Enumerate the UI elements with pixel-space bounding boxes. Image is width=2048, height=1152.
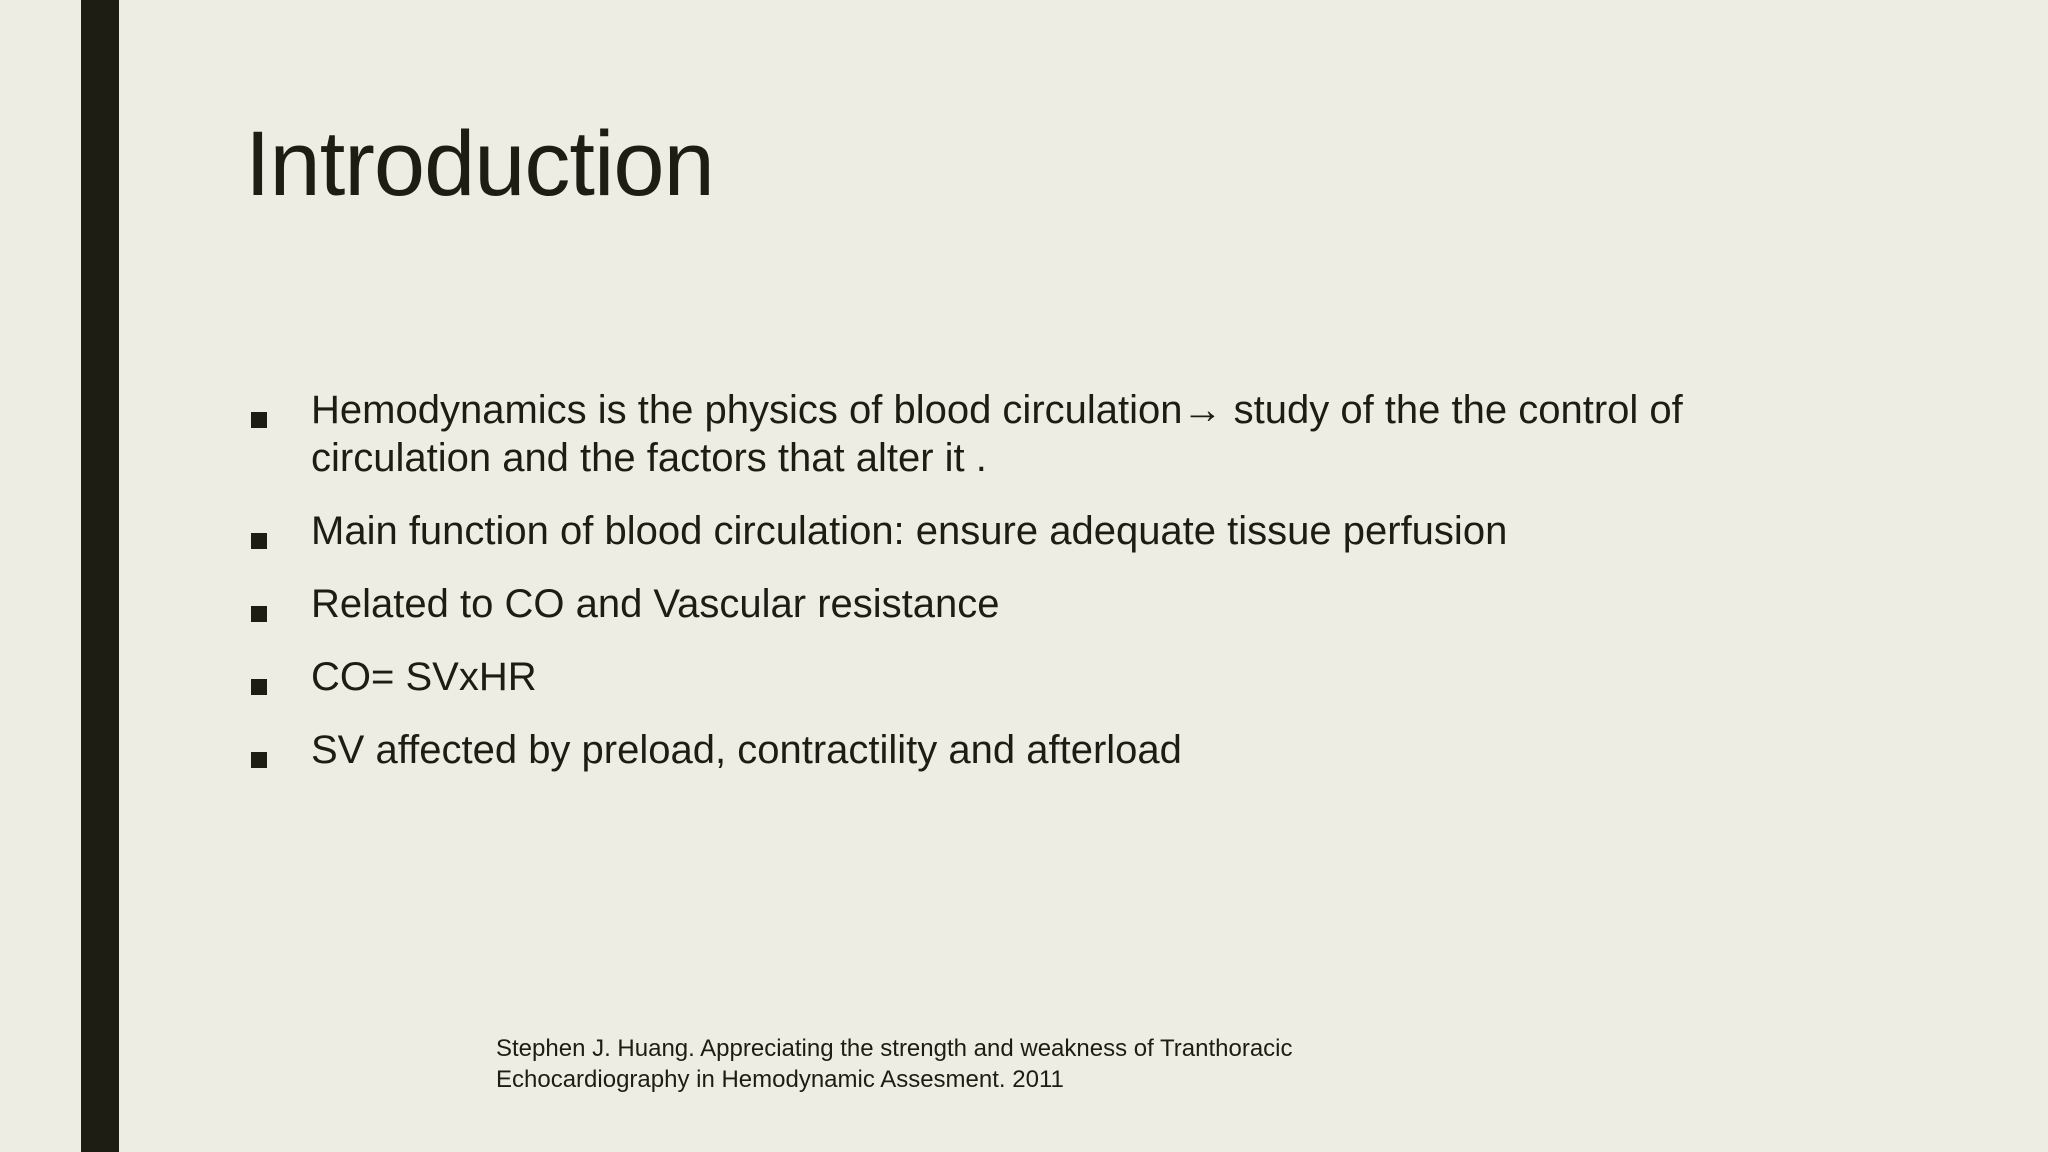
bullet-text: Hemodynamics is the physics of blood circulation→ study of the the control of circulation and the factors that alter it . (311, 388, 1683, 480)
bullet-text: Related to CO and Vascular resistance (311, 582, 1000, 626)
bullet-list (245, 386, 1815, 799)
reference-line: Stephen J. Huang. Appreciating the strength and weakness of Tranthoracic (496, 1035, 1293, 1062)
bullet-item (245, 386, 1815, 482)
bullet-text: SV affected by preload, contractility and afterload (311, 728, 1182, 772)
bullet-text: Main function of blood circulation: ensure adequate tissue perfusion (311, 509, 1508, 553)
bullet-item (245, 726, 1815, 774)
accent-bar (81, 0, 119, 1152)
reference-line: Echocardiography in Hemodynamic Assesment. 2011 (496, 1066, 1064, 1093)
square-bullet-icon (251, 606, 267, 622)
bullet-item (245, 580, 1815, 628)
bullet-item (245, 653, 1815, 701)
reference-citation (496, 1033, 1476, 1095)
square-bullet-icon (251, 412, 267, 428)
bullet-text: CO= SVxHR (311, 655, 537, 699)
bullet-item (245, 507, 1815, 555)
slide-title: Introduction (245, 113, 714, 215)
square-bullet-icon (251, 679, 267, 695)
square-bullet-icon (251, 752, 267, 768)
square-bullet-icon (251, 533, 267, 549)
